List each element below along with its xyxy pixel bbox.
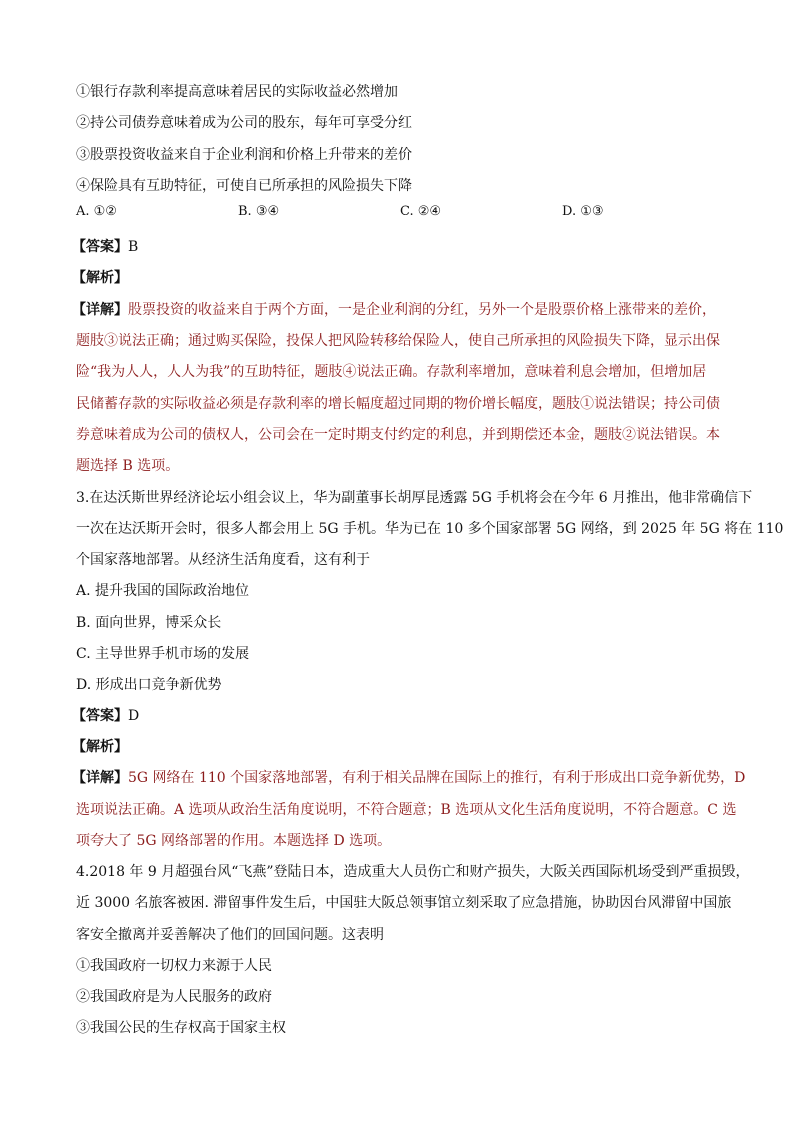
q4-stem-line-2: 近 3000 名旅客被困. 滞留事件发生后，中国驻大阪总领事馆立刻采取了应急措施，协助因台风滞留中国旅: [76, 895, 732, 911]
detail-text: 股票投资的收益来自于两个方面，一是企业利润的分红，另外一个是股票价格上涨带来的差价，: [128, 302, 716, 318]
q3-stem-line-2: 一次在达沃斯开会时，很多人都会用上 5G 手机。华为已在 10 多个国家部署 5G 网络，到 2025 年 5G 将在 110: [76, 521, 784, 537]
q2-detail-line-5: 券意味着成为公司的债权人，公司会在一定时期支付约定的利息，并到期偿还本金，题肢②说法错误。本: [76, 427, 720, 443]
q2-answer: [72, 237, 138, 257]
q3-stem-line-1: 3.在达沃斯世界经济论坛小组会议上，华为副董事长胡厚昆透露 5G 手机将会在今年 6 月推出，他非常确信下: [76, 490, 753, 506]
q2-statement-4: ④保险具有互助特征，可使自已所承担的风险损失下降: [76, 178, 412, 194]
detail-tag: 【详解】: [72, 770, 128, 786]
q2-detail-line-4: 民储蓄存款的实际收益必须是存款利率的增长幅度超过同期的物价增长幅度，题肢①说法错误；持公司债: [76, 396, 720, 412]
q3-stem-line-3: 个国家落地部署。从经济生活角度看，这有利于: [76, 552, 370, 568]
q2-statement-2: ②持公司债券意味着成为公司的股东，每年可享受分红: [76, 115, 412, 131]
q2-statement-3: ③股票投资收益来自于企业利润和价格上升带来的差价: [76, 147, 412, 163]
q4-statement-3: ③我国公民的生存权高于国家主权: [76, 1020, 286, 1036]
detail-tag: 【详解】: [72, 302, 128, 318]
q2-option-d: D. ①③: [562, 204, 604, 219]
q3-option-a: A. 提升我国的国际政治地位: [76, 583, 250, 599]
q2-detail-line-1: [72, 300, 716, 320]
q2-detail-line-3: 险“我为人人，人人为我”的互助特征，题肢④说法正确。存款利率增加，意味着利息会增加，但增加居: [76, 364, 707, 380]
answer-tag: 【答案】: [72, 239, 128, 255]
q2-analysis-heading: [72, 268, 128, 288]
analysis-tag: 【解析】: [72, 739, 128, 755]
q4-stem-line-3: 客安全撤离并妥善解决了他们的回国问题。这表明: [76, 927, 384, 943]
q2-statement-1: ①银行存款利率提高意味着居民的实际收益必然增加: [76, 84, 398, 100]
q3-option-c: C. 主导世界手机市场的发展: [76, 646, 250, 662]
q2-option-c: C. ②④: [400, 204, 442, 219]
analysis-tag: 【解析】: [72, 270, 128, 286]
q3-detail-line-2: 选项说法正确。A 选项从政治生活角度说明，不符合题意；B 选项从文化生活角度说明，不符合题意。C 选: [76, 802, 737, 818]
q3-answer: [72, 706, 139, 726]
q3-option-d: D. 形成出口竞争新优势: [76, 677, 222, 693]
q3-detail-line-3: 项夸大了 5G 网络部署的作用。本题选择 D 选项。: [76, 833, 392, 849]
q4-statement-2: ②我国政府是为人民服务的政府: [76, 989, 272, 1005]
q4-statement-1: ①我国政府一切权力来源于人民: [76, 958, 272, 974]
q2-options: [76, 204, 716, 224]
q3-detail-line-1: [72, 768, 745, 788]
q4-stem-line-1: 4.2018 年 9 月超强台风“飞燕”登陆日本，造成重大人员伤亡和财产损失，大阪关西国际机场受到严重损毁，: [76, 864, 750, 880]
q2-detail-line-2: 题肢③说法正确；通过购买保险，投保人把风险转移给保险人，使自己所承担的风险损失下降，显示出保: [76, 333, 720, 349]
q2-option-a: A. ①②: [76, 204, 117, 219]
answer-tag: 【答案】: [72, 708, 128, 724]
q3-option-b: B. 面向世界，博采众长: [76, 615, 222, 631]
q2-option-b: B. ③④: [238, 204, 280, 219]
answer-value: D: [128, 708, 140, 724]
answer-value: B: [128, 239, 139, 255]
q2-detail-line-6: 题选择 B 选项。: [76, 458, 180, 474]
q3-analysis-heading: [72, 737, 128, 757]
detail-text: 5G 网络在 110 个国家落地部署，有利于相关品牌在国际上的推行，有利于形成出口竞争新优势，D: [128, 770, 746, 786]
